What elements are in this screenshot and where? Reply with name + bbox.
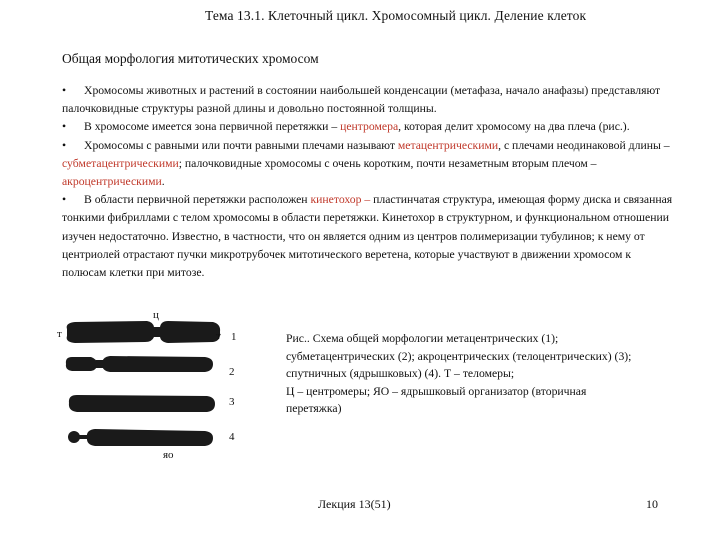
text-span: , которая делит хромосому на два плеча (рис.). (398, 120, 630, 134)
label-centromere: ц (153, 312, 159, 321)
chromosome-1-centromere (153, 327, 161, 337)
caption-line: субметацентрических (2); акроцентрических (телоцентрических) (3); (286, 349, 632, 363)
chromosome-2-long-arm (102, 356, 213, 372)
label-nucleolar-organizer: яо (163, 449, 174, 461)
page-number: 10 (646, 497, 658, 511)
term-centromere: центромера (340, 120, 399, 134)
paragraph-3 (62, 137, 674, 192)
label-telomere-right: т (216, 330, 221, 342)
label-number-4: 4 (229, 431, 235, 443)
chromosome-4-body (87, 429, 213, 446)
chromosome-1-right-arm (160, 321, 220, 343)
text-span: В области первичной перетяжки расположен (84, 193, 311, 207)
bullet: • (62, 120, 67, 134)
bullet: • (62, 84, 67, 97)
term-submetacentric: субметацентрическими (62, 156, 179, 170)
figure-caption (286, 330, 706, 418)
text-span: пластинчатая структура, имеющая форму диска и связанная тонкими фибриллами с телом хромосомы в области перетяжки. Кинетохор в структурном, и функциональном отношении изучен недостаточно. Известно, в частности, что он является одним из центров полимеризации тубулинов; к нему от центриолей отрастают пучки микротрубочек митотического веретена, которые участвуют в движении хромосом к полюсам клетки при митозе. (62, 193, 673, 280)
bullet: • (62, 193, 67, 207)
label-number-1: 1 (231, 331, 237, 343)
text-span: В хромосоме имеется зона первичной перетяжки – (84, 120, 341, 134)
paragraph-4 (62, 191, 674, 282)
chromosome-2-short-arm (66, 357, 97, 371)
chromosome-figure (55, 312, 255, 462)
section-title: Общая морфология митотических хромосом (62, 51, 319, 66)
caption-line: перетяжка) (286, 402, 342, 415)
chromosome-4-stalk (79, 435, 88, 439)
paragraph-2 (62, 118, 674, 136)
caption-line: Рис.. Схема общей морфологии метацентрических (1); (286, 332, 559, 345)
caption-line: Ц – центромеры; ЯО – ядрышковый организатор (вторичная (286, 384, 587, 398)
label-number-3: 3 (229, 396, 235, 408)
text-span: , с плечами неодинаковой длины – (498, 138, 670, 152)
text-span: Хромосомы с равными или почти равными плечами называют (84, 138, 398, 152)
text-body (62, 82, 674, 282)
term-acrocentric: акроцентрическими (62, 175, 162, 189)
chromosome-2-centromere (96, 360, 103, 368)
text-span: ; палочковидные хромосомы с очень коротким, почти незаметным вторым плечом – (178, 156, 597, 170)
chromosome-4-satellite (68, 431, 80, 443)
term-kinetochore: кинетохор – (310, 193, 374, 207)
text-span: Хромосомы животных и растений в состоянии наибольшей конденсации (метафаза, начало анафазы) представляют палочковидные структуры разной длины и довольно постоянной толщины. (62, 84, 661, 116)
caption-line: спутничных (ядрышковых) (4). Т – теломеры; (286, 367, 515, 380)
term-metacentric: метацентрическими (397, 138, 499, 152)
chromosome-3 (69, 395, 215, 412)
footer-lecture: Лекция 13(51) (318, 497, 391, 511)
topic-title: Тема 13.1. Клеточный цикл. Хромосомный цикл. Деление клеток (205, 8, 587, 23)
paragraph-1 (62, 82, 674, 118)
text-span: . (161, 175, 165, 189)
bullet: • (62, 138, 67, 152)
label-number-2: 2 (229, 366, 235, 378)
chromosome-1-left-arm (67, 321, 154, 343)
label-telomere-left: т (57, 328, 62, 340)
